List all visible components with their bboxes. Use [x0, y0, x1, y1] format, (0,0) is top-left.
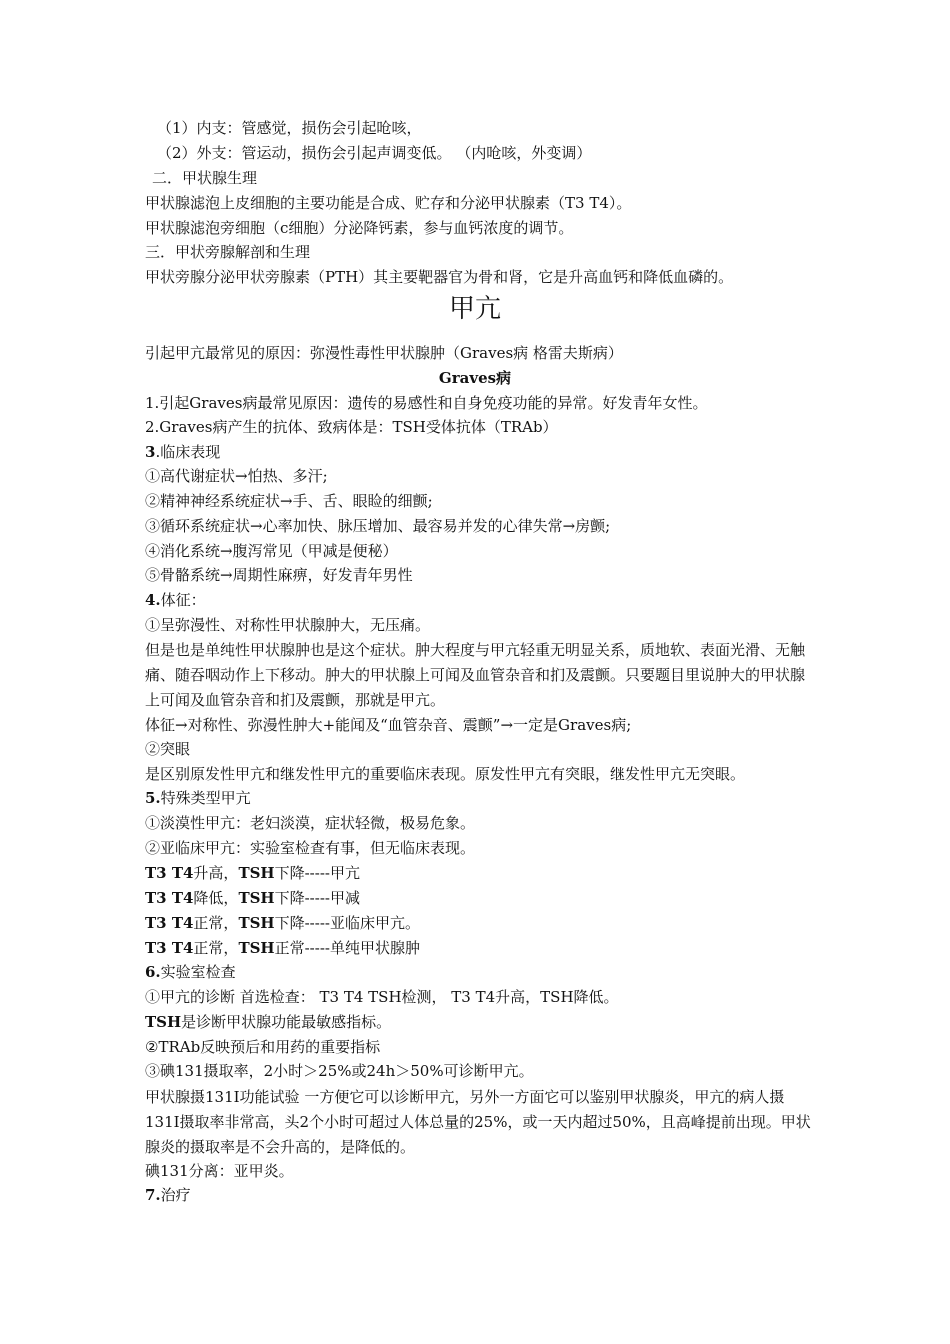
list-item: ②精神神经系统症状→手、舌、眼睑的细颤; [145, 492, 433, 510]
lab-t4-state: 正常， [193, 939, 239, 957]
paragraph: 甲状腺摄131I功能试验 一方便它可以诊断甲亢，另外一方面它可以鉴别甲状腺炎，甲亢的病人摄131I摄取率非常高，头2个小时可超过人体总量的25%，或一天内超过50%，且高峰提前出现。甲状腺炎的摄取率是不会升高的，是降低的。 [145, 1088, 811, 1156]
lab-tsh-state: 下降----- [274, 914, 330, 932]
section-heading [145, 441, 815, 463]
section-heading [145, 589, 815, 611]
list-item: ①高代谢症状→怕热、多汗; [145, 467, 328, 485]
text-line: 引起甲亢最常见的原因：弥漫性毒性甲状腺肿（Graves病 格雷夫斯病） [145, 344, 623, 362]
text-line: （1）内支：管感觉，损伤会引起呛咳， [157, 119, 422, 137]
list-item: ④消化系统→腹泻常见（甲减是便秘） [145, 542, 398, 560]
text-line: （2）外支：管运动，损伤会引起声调变低。 （内呛咳，外变调） [157, 144, 592, 162]
section-label: 特殊类型甲亢 [160, 789, 251, 807]
lab-tsh-state: 下降----- [274, 889, 330, 907]
section-heading [145, 1184, 815, 1206]
lab-result: 甲减 [329, 889, 360, 907]
page-title: 甲亢 [448, 294, 501, 324]
text-line: 甲状腺滤泡上皮细胞的主要功能是合成、贮存和分泌甲状腺素（T3 T4）。 [145, 194, 632, 212]
list-item: ①甲亢的诊断 首选检查： T3 T4 TSH检测， T3 T4升高，TSH降低。 [145, 988, 619, 1006]
lab-result: 甲亢 [329, 864, 360, 882]
lab-t4-state: 升高， [193, 864, 239, 882]
lab-row [145, 887, 815, 909]
text-line [145, 1011, 815, 1033]
text-line: 甲状旁腺分泌甲状旁腺素（PTH）其主要靶器官为骨和肾，它是升高血钙和降低血磷的。 [145, 268, 734, 286]
list-item: ③碘131摄取率，2小时＞25%或24h＞50%可诊断甲亢。 [145, 1062, 534, 1080]
tsh-term: TSH [145, 1013, 182, 1031]
lab-t3t4: T3 T4 [145, 864, 194, 882]
section-label: 治疗 [160, 1186, 191, 1204]
paragraph: 但是也是单纯性甲状腺肿也是这个症状。肿大程度与甲亢轻重无明显关系，质地软、表面光滑、无触痛、随吞咽动作上下移动。肿大的甲状腺上可闻及血管杂音和扪及震颤。只要题目里说肿大的甲状腺上可闻及血管杂音和扪及震颤，那就是甲亢。 [145, 641, 806, 709]
text-line: 是区别原发性甲亢和继发性甲亢的重要临床表现。原发性甲亢有突眼，继发性甲亢无突眼。 [145, 765, 746, 783]
lab-tsh: TSH [238, 889, 275, 907]
section-number: 7. [145, 1186, 161, 1204]
text-line: 2.Graves病产生的抗体、致病体是：TSH受体抗体（TRAb） [145, 418, 558, 436]
section-label: 体征： [160, 591, 206, 609]
lab-tsh: TSH [238, 864, 275, 882]
list-item: ⑤骨骼系统→周期性麻痹，好发青年男性 [145, 566, 413, 584]
list-item: ②突眼 [145, 740, 191, 758]
lab-t4-state: 正常， [193, 914, 239, 932]
section-label: 实验室检查 [160, 963, 236, 981]
text-line: 碘131分离：亚甲炎。 [145, 1162, 294, 1180]
lab-t3t4: T3 T4 [145, 914, 194, 932]
list-item: ②TRAb反映预后和用药的重要指标 [145, 1038, 381, 1056]
lab-t3t4: T3 T4 [145, 889, 194, 907]
lab-result: 单纯甲状腺肿 [329, 939, 420, 957]
lab-row [145, 862, 815, 884]
tsh-desc: 是诊断甲状腺功能最敏感指标。 [181, 1013, 392, 1031]
lab-t4-state: 降低， [193, 889, 239, 907]
section-number: 5. [145, 789, 161, 807]
list-item: ①淡漠性甲亢：老妇淡漠，症状轻微，极易危象。 [145, 814, 476, 832]
text-line: 体征→对称性、弥漫性肿大+能闻及“血管杂音、震颤”→一定是Graves病; [145, 716, 632, 734]
section-heading [145, 787, 815, 809]
lab-t3t4: T3 T4 [145, 939, 194, 957]
lab-result: 亚临床甲亢。 [329, 914, 420, 932]
lab-tsh-state: 下降----- [274, 864, 330, 882]
text-line: 1.引起Graves病最常见原因：遗传的易感性和自身免疫功能的异常。好发青年女性。 [145, 394, 708, 412]
section-label: .临床表现 [155, 443, 221, 461]
subtitle: Graves病 [438, 369, 512, 387]
section-heading: 三．甲状旁腺解剖和生理 [145, 243, 311, 261]
section-number: 4. [145, 591, 161, 609]
lab-tsh: TSH [238, 939, 275, 957]
list-item: ③循环系统症状→心率加快、脉压增加、最容易并发的心律失常→房颤; [145, 517, 611, 535]
lab-row [145, 912, 815, 934]
lab-row [145, 937, 815, 959]
list-item: ②亚临床甲亢：实验室检查有事，但无临床表现。 [145, 839, 476, 857]
text-line: 甲状腺滤泡旁细胞（c细胞）分泌降钙素，参与血钙浓度的调节。 [145, 219, 574, 237]
section-heading [145, 961, 815, 983]
lab-tsh-state: 正常----- [274, 939, 330, 957]
section-number: 6. [145, 963, 161, 981]
lab-tsh: TSH [238, 914, 275, 932]
list-item: ①呈弥漫性、对称性甲状腺肿大，无压痛。 [145, 616, 431, 634]
section-heading: 二．甲状腺生理 [152, 169, 258, 187]
section-number: 3 [145, 443, 156, 461]
